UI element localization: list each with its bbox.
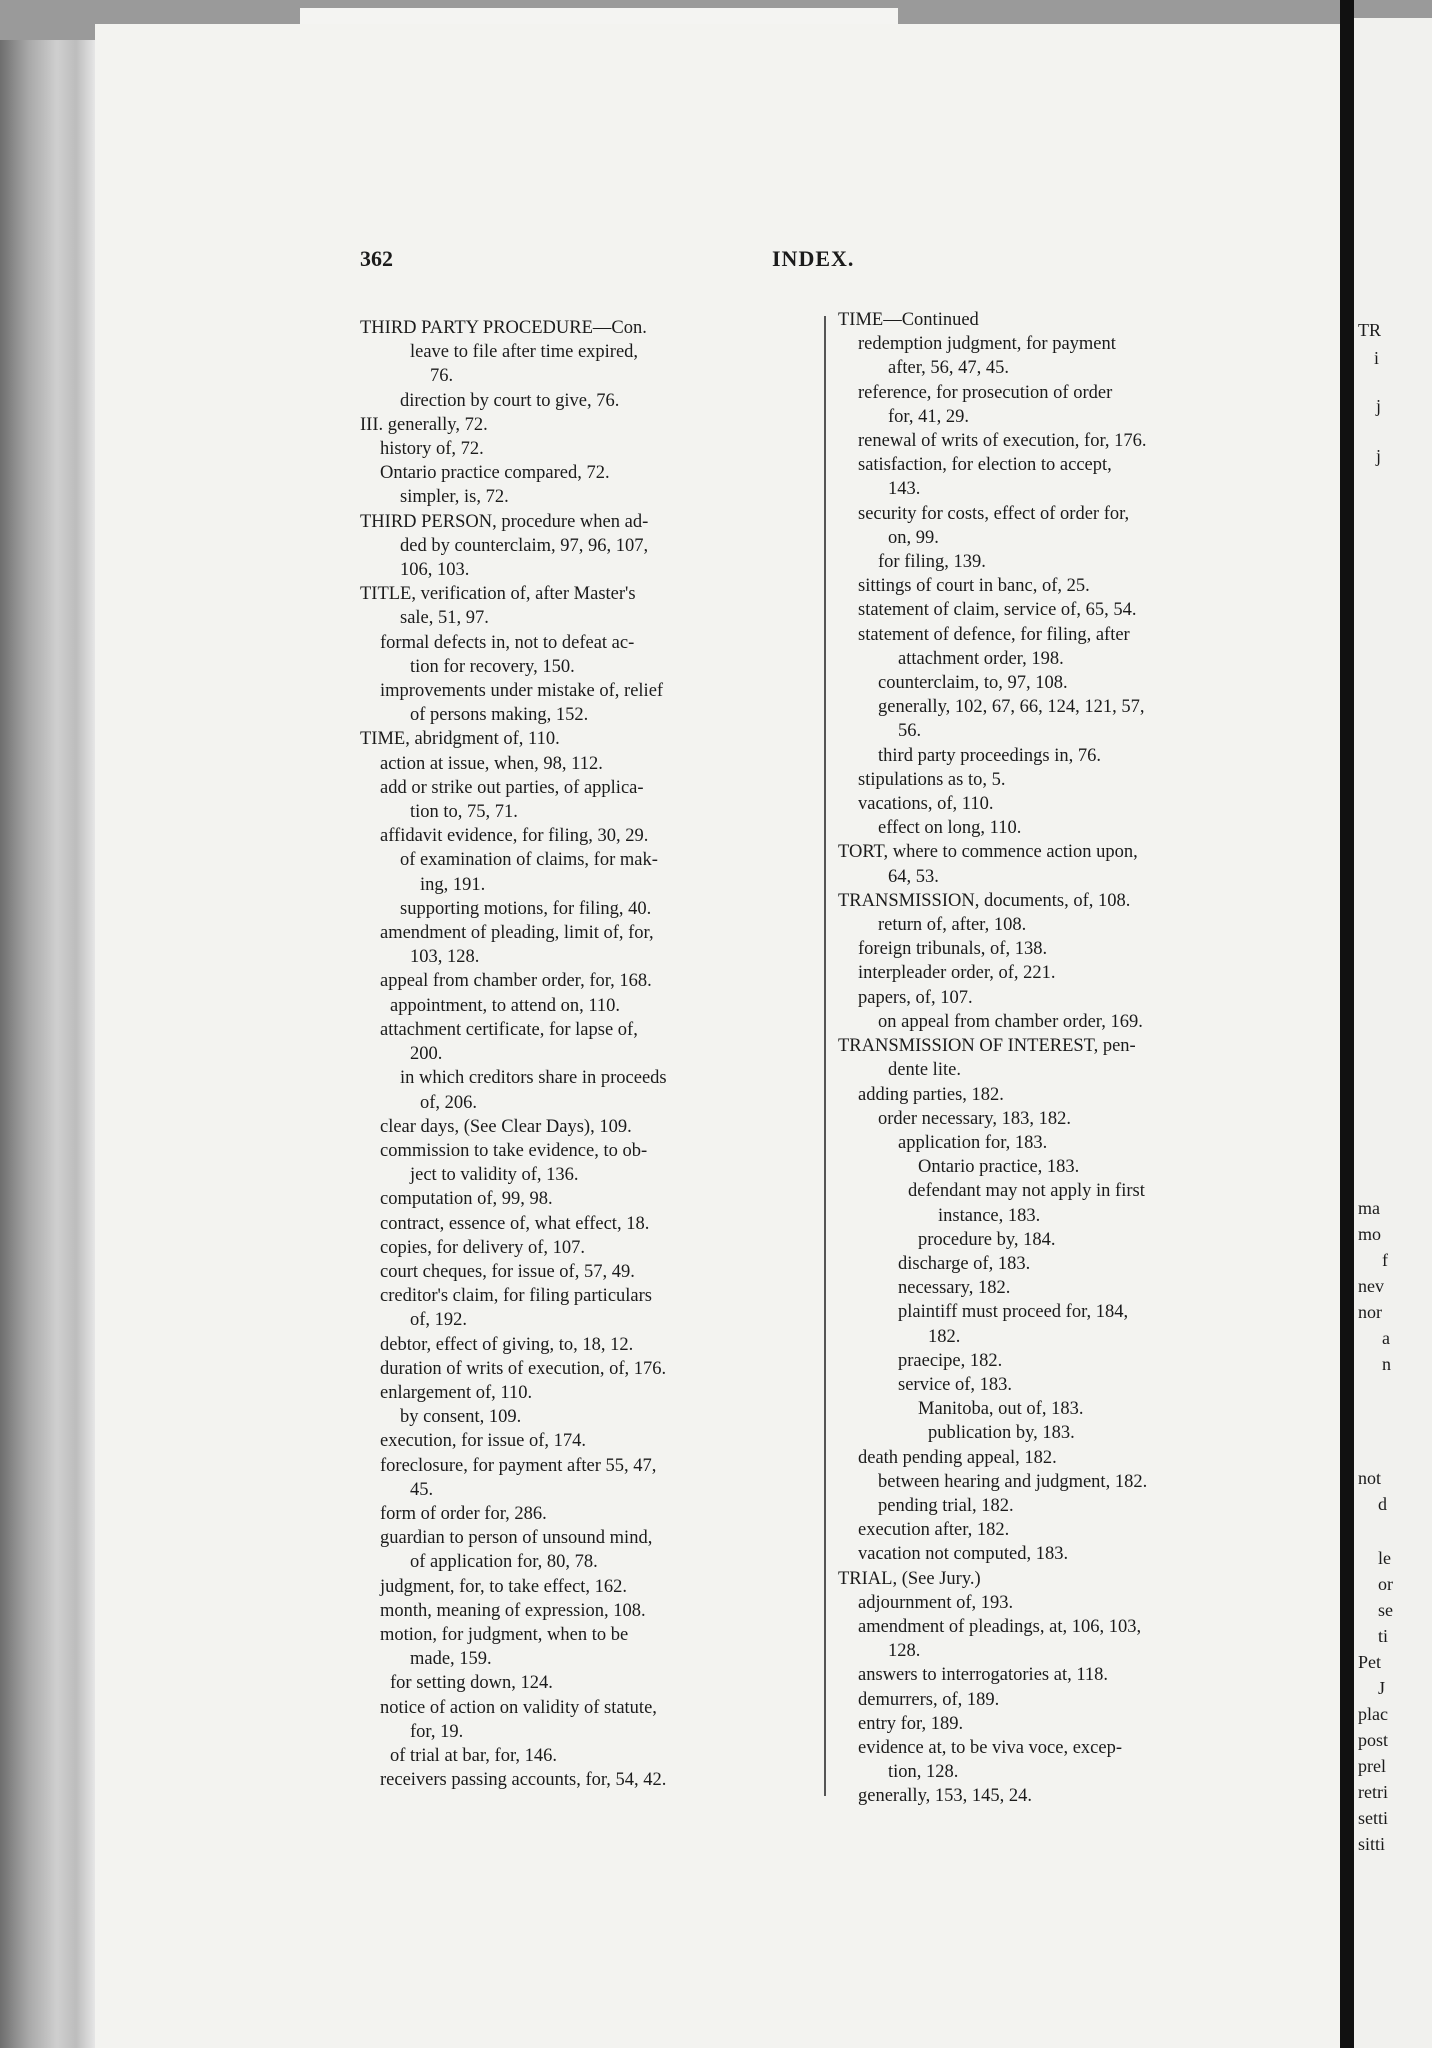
index-line: TRIAL, (See Jury.) bbox=[838, 1568, 981, 1589]
facing-page-fragment: mo bbox=[1358, 1224, 1382, 1244]
index-line: ing, 191. bbox=[420, 874, 486, 895]
index-line: for, 19. bbox=[410, 1721, 464, 1742]
facing-page-fragment: i bbox=[1374, 348, 1380, 368]
index-line: vacations, of, 110. bbox=[858, 794, 994, 815]
index-line: improvements under mistake of, relief bbox=[380, 681, 664, 702]
index-line: THIRD PERSON, procedure when ad- bbox=[360, 511, 649, 532]
index-line: reference, for prosecution of order bbox=[858, 382, 1113, 403]
index-line: of application for, 80, 78. bbox=[410, 1552, 598, 1573]
index-line: guardian to person of unsound mind, bbox=[380, 1528, 653, 1549]
facing-page-fragment: not bbox=[1358, 1468, 1382, 1488]
index-line: return of, after, 108. bbox=[878, 915, 1027, 936]
index-line: computation of, 99, 98. bbox=[380, 1189, 553, 1210]
facing-page-fragment: J bbox=[1378, 1678, 1386, 1698]
index-line: defendant may not apply in first bbox=[908, 1181, 1145, 1202]
index-line: service of, 183. bbox=[898, 1374, 1013, 1395]
facing-page-fragment: j bbox=[1376, 396, 1382, 416]
index-line: commission to take evidence, to ob- bbox=[380, 1140, 648, 1161]
facing-page-fragment: setti bbox=[1358, 1808, 1388, 1828]
facing-page-fragment: n bbox=[1382, 1354, 1391, 1374]
index-line: necessary, 182. bbox=[898, 1278, 1011, 1299]
facing-page-fragment: sitti bbox=[1358, 1834, 1386, 1854]
index-line: of, 206. bbox=[420, 1092, 478, 1113]
index-line: TIME—Continued bbox=[838, 310, 979, 330]
index-line: add or strike out parties, of applica- bbox=[380, 777, 644, 798]
index-line: tion for recovery, 150. bbox=[410, 656, 575, 677]
index-line: Manitoba, out of, 183. bbox=[918, 1399, 1084, 1420]
index-line: sale, 51, 97. bbox=[400, 608, 489, 629]
index-line: on, 99. bbox=[888, 527, 939, 548]
facing-page-fragment: f bbox=[1382, 1250, 1388, 1270]
index-line: dente lite. bbox=[888, 1060, 961, 1081]
index-line: 182. bbox=[928, 1326, 961, 1347]
index-line: satisfaction, for election to accept, bbox=[858, 455, 1112, 476]
facing-page-fragment: d bbox=[1378, 1494, 1387, 1514]
index-line: direction by court to give, 76. bbox=[400, 390, 620, 411]
index-line: foreign tribunals, of, 138. bbox=[858, 939, 1048, 960]
index-line: adjournment of, 193. bbox=[858, 1592, 1014, 1613]
index-line: Ontario practice compared, 72. bbox=[380, 463, 610, 484]
index-line: order necessary, 183, 182. bbox=[878, 1108, 1071, 1129]
index-line: attachment certificate, for lapse of, bbox=[380, 1019, 638, 1040]
index-line: stipulations as to, 5. bbox=[858, 769, 1006, 790]
facing-page-fragment: j bbox=[1376, 446, 1382, 466]
index-line: 76. bbox=[430, 366, 454, 387]
index-line: attachment order, 198. bbox=[898, 648, 1064, 669]
index-line: notice of action on validity of statute, bbox=[380, 1697, 657, 1718]
index-line: between hearing and judgment, 182. bbox=[878, 1471, 1148, 1492]
index-line: form of order for, 286. bbox=[380, 1503, 547, 1524]
index-line: after, 56, 47, 45. bbox=[888, 358, 1010, 379]
index-line: for filing, 139. bbox=[878, 552, 986, 573]
index-line: vacation not computed, 183. bbox=[858, 1544, 1069, 1565]
index-line: papers, of, 107. bbox=[858, 987, 973, 1008]
index-line: praecipe, 182. bbox=[898, 1350, 1003, 1371]
index-line: on appeal from chamber order, 169. bbox=[878, 1011, 1143, 1032]
index-line: of trial at bar, for, 146. bbox=[390, 1745, 558, 1766]
facing-page-fragment: retri bbox=[1358, 1782, 1388, 1802]
index-line: 200. bbox=[410, 1044, 443, 1065]
page-header: INDEX. bbox=[772, 246, 855, 271]
index-line: statement of claim, service of, 65, 54. bbox=[858, 600, 1137, 621]
index-line: 128. bbox=[888, 1641, 921, 1662]
index-line: of persons making, 152. bbox=[410, 705, 589, 726]
index-line: generally, 102, 67, 66, 124, 121, 57, bbox=[878, 697, 1145, 718]
index-line: leave to file after time expired, bbox=[410, 342, 639, 363]
book-binding-edge bbox=[0, 40, 95, 2048]
index-line: instance, 183. bbox=[938, 1205, 1041, 1226]
index-line: 45. bbox=[410, 1479, 434, 1500]
index-line: adding parties, 182. bbox=[858, 1084, 1004, 1105]
index-line: evidence at, to be viva voce, excep- bbox=[858, 1737, 1123, 1758]
index-line: supporting motions, for filing, 40. bbox=[400, 898, 652, 919]
index-line: demurrers, of, 189. bbox=[858, 1689, 1000, 1710]
index-line: counterclaim, to, 97, 108. bbox=[878, 673, 1068, 694]
index-line: for setting down, 124. bbox=[390, 1673, 553, 1694]
index-line: for, 41, 29. bbox=[888, 406, 969, 427]
index-line: TORT, where to commence action upon, bbox=[838, 842, 1138, 863]
index-line: execution, for issue of, 174. bbox=[380, 1431, 587, 1452]
index-line: amendment of pleading, limit of, for, bbox=[380, 923, 654, 944]
facing-page-fragment: se bbox=[1378, 1600, 1393, 1620]
index-line: security for costs, effect of order for, bbox=[858, 503, 1130, 524]
index-column-left bbox=[360, 316, 815, 1792]
index-line: sittings of court in banc, of, 25. bbox=[858, 576, 1090, 597]
index-line: statement of defence, for filing, after bbox=[858, 624, 1130, 645]
index-line: TITLE, verification of, after Master's bbox=[360, 584, 636, 605]
facing-page-fragment: prel bbox=[1358, 1756, 1386, 1776]
index-line: entry for, 189. bbox=[858, 1713, 964, 1734]
index-line: history of, 72. bbox=[380, 439, 484, 460]
index-line: of examination of claims, for mak- bbox=[400, 850, 658, 871]
index-line: simpler, is, 72. bbox=[400, 487, 509, 508]
facing-page-fragment: or bbox=[1378, 1574, 1393, 1594]
index-line: of, 192. bbox=[410, 1310, 468, 1331]
index-line: contract, essence of, what effect, 18. bbox=[380, 1213, 650, 1234]
index-line: enlargement of, 110. bbox=[380, 1382, 533, 1403]
index-line: month, meaning of expression, 108. bbox=[380, 1600, 646, 1621]
facing-page-edge bbox=[1354, 18, 1432, 2048]
index-line: interpleader order, of, 221. bbox=[858, 963, 1056, 984]
facing-page-fragment: Pet bbox=[1358, 1652, 1382, 1672]
index-line: 103, 128. bbox=[410, 947, 480, 968]
index-line: in which creditors share in proceeds bbox=[400, 1068, 667, 1089]
index-line: affidavit evidence, for filing, 30, 29. bbox=[380, 826, 649, 847]
index-line: ded by counterclaim, 97, 96, 107, bbox=[400, 535, 649, 556]
index-line: ject to validity of, 136. bbox=[410, 1165, 579, 1186]
index-line: TRANSMISSION, documents, of, 108. bbox=[838, 890, 1131, 911]
index-line: foreclosure, for payment after 55, 47, bbox=[380, 1455, 657, 1476]
facing-page-fragment: ti bbox=[1378, 1626, 1389, 1646]
index-line: made, 159. bbox=[410, 1649, 492, 1670]
index-line: THIRD PARTY PROCEDURE—Con. bbox=[360, 318, 647, 338]
index-line: motion, for judgment, when to be bbox=[380, 1624, 629, 1645]
index-line: publication by, 183. bbox=[928, 1423, 1075, 1444]
index-line: TIME, abridgment of, 110. bbox=[360, 729, 560, 750]
column-divider bbox=[824, 316, 826, 1796]
index-line: third party proceedings in, 76. bbox=[878, 745, 1101, 766]
facing-page-fragment: post bbox=[1358, 1730, 1389, 1750]
index-column-right bbox=[838, 308, 1300, 1809]
facing-page-fragment: le bbox=[1378, 1548, 1391, 1568]
index-line: clear days, (See Clear Days), 109. bbox=[380, 1116, 632, 1137]
index-line: III. generally, 72. bbox=[360, 414, 488, 435]
facing-page-fragment: a bbox=[1382, 1328, 1390, 1348]
index-line: 106, 103. bbox=[400, 560, 470, 581]
index-line: amendment of pleadings, at, 106, 103, bbox=[858, 1616, 1142, 1637]
index-line: TRANSMISSION OF INTEREST, pen- bbox=[838, 1036, 1136, 1057]
index-line: death pending appeal, 182. bbox=[858, 1447, 1057, 1468]
index-line: generally, 153, 145, 24. bbox=[858, 1786, 1032, 1807]
index-line: 64, 53. bbox=[888, 866, 939, 887]
index-line: redemption judgment, for payment bbox=[858, 334, 1116, 355]
book-gutter bbox=[1340, 0, 1354, 2048]
index-line: execution after, 182. bbox=[858, 1520, 1010, 1541]
index-line: Ontario practice, 183. bbox=[918, 1157, 1080, 1178]
index-line: by consent, 109. bbox=[400, 1407, 522, 1428]
index-line: answers to interrogatories at, 118. bbox=[858, 1665, 1109, 1686]
facing-page-fragment: TR bbox=[1358, 320, 1382, 340]
index-line: procedure by, 184. bbox=[918, 1229, 1056, 1250]
index-line: duration of writs of execution, of, 176. bbox=[380, 1358, 667, 1379]
index-line: renewal of writs of execution, for, 176. bbox=[858, 431, 1147, 452]
index-line: application for, 183. bbox=[898, 1132, 1048, 1153]
index-line: discharge of, 183. bbox=[898, 1253, 1031, 1274]
facing-page-fragment: plac bbox=[1358, 1704, 1388, 1724]
index-line: judgment, for, to take effect, 162. bbox=[380, 1576, 628, 1597]
index-line: action at issue, when, 98, 112. bbox=[380, 753, 603, 774]
page-number: 362 bbox=[360, 246, 393, 271]
index-line: 56. bbox=[898, 721, 922, 742]
index-line: debtor, effect of giving, to, 18, 12. bbox=[380, 1334, 634, 1355]
index-line: formal defects in, not to defeat ac- bbox=[380, 632, 635, 653]
index-line: appointment, to attend on, 110. bbox=[390, 995, 621, 1016]
index-line: copies, for delivery of, 107. bbox=[380, 1237, 585, 1258]
index-line: effect on long, 110. bbox=[878, 818, 1022, 839]
facing-page-fragment: ma bbox=[1358, 1198, 1380, 1218]
index-line: court cheques, for issue of, 57, 49. bbox=[380, 1261, 635, 1282]
index-line: pending trial, 182. bbox=[878, 1495, 1014, 1516]
facing-page-fragment: nor bbox=[1358, 1302, 1382, 1322]
index-line: 143. bbox=[888, 479, 921, 500]
index-line: receivers passing accounts, for, 54, 42. bbox=[380, 1770, 667, 1791]
index-line: tion to, 75, 71. bbox=[410, 802, 518, 823]
index-line: plaintiff must proceed for, 184, bbox=[898, 1302, 1129, 1323]
facing-page-fragment: nev bbox=[1358, 1276, 1384, 1296]
index-line: tion, 128. bbox=[888, 1762, 959, 1783]
index-line: appeal from chamber order, for, 168. bbox=[380, 971, 652, 992]
index-line: creditor's claim, for filing particulars bbox=[380, 1286, 652, 1307]
